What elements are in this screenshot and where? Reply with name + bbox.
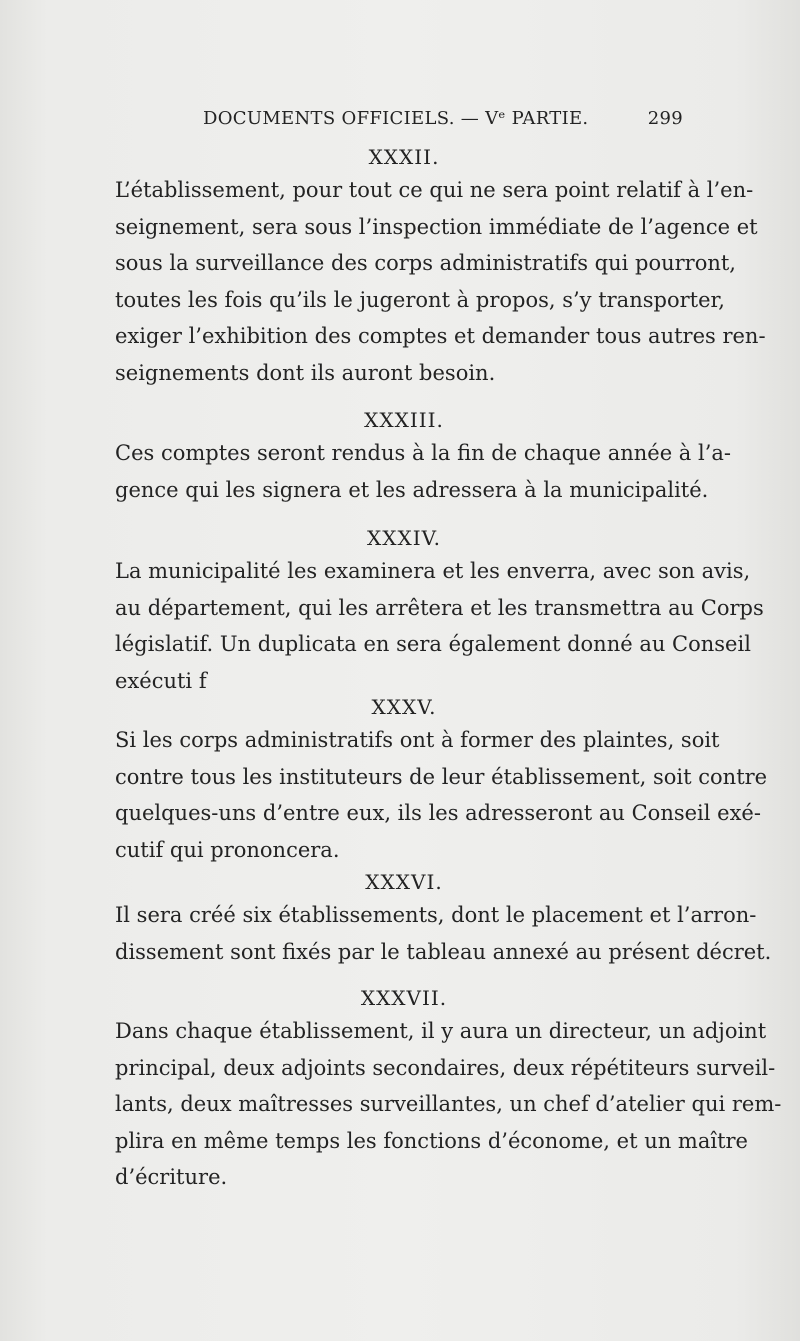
- article-text: [115, 435, 732, 508]
- text-line: quelques-uns d’entre eux, ils les adresseront au Conseil exé-: [115, 801, 761, 825]
- text-line: cutif qui prononcera.: [115, 837, 340, 862]
- text-line: au département, qui les arrêtera et les transmettra au Corps: [115, 595, 764, 620]
- article-text: [115, 172, 766, 391]
- text-line: législatif. Un duplicata en sera également donné au Conseil: [115, 632, 751, 656]
- text-line: Dans chaque établissement, il y aura un directeur, un adjoint: [115, 1019, 767, 1043]
- text-line: La municipalité les examinera et les enverra, avec son avis,: [115, 559, 751, 583]
- article-text: [115, 553, 764, 699]
- text-line: plira en même temps les fonctions d’économe, et un maître: [115, 1128, 748, 1153]
- article-text: [115, 722, 768, 868]
- article-xxxiv: [115, 523, 764, 699]
- text-line: dissement sont fixés par le tableau annexé au présent décret.: [115, 939, 772, 964]
- article-heading: XXXV.: [371, 695, 437, 719]
- text-line: exécuti f: [115, 668, 207, 693]
- text-line: L’établissement, pour tout ce qui ne sera point relatif à l’en-: [115, 178, 754, 202]
- page-number: 299: [647, 108, 683, 129]
- text-line: gence qui les signera et les adressera à la municipalité.: [115, 477, 709, 502]
- text-line: sous la surveillance des corps administratifs qui pourront,: [115, 251, 736, 275]
- article-xxxv: [115, 692, 768, 868]
- article-heading: XXXVI.: [365, 870, 443, 894]
- article-heading: XXXIII.: [364, 408, 444, 432]
- article-text: [115, 1013, 782, 1196]
- text-line: Si les corps administratifs ont à former des plaintes, soit: [115, 728, 720, 752]
- text-line: toutes les fois qu’ils le jugeront à propos, s’y transporter,: [115, 287, 725, 312]
- text-line: contre tous les instituteurs de leur établissement, soit contre: [115, 764, 768, 789]
- article-heading: XXXIV.: [367, 526, 441, 550]
- text-line: exiger l’exhibition des comptes et demander tous autres ren-: [115, 324, 766, 348]
- article-xxxiii: [115, 405, 732, 508]
- text-line: Il sera créé six établissements, dont le placement et l’arron-: [115, 903, 757, 927]
- article-xxxii: [115, 142, 766, 391]
- article-xxxvii: [115, 983, 782, 1196]
- text-line: principal, deux adjoints secondaires, deux répétiteurs surveil-: [115, 1055, 776, 1080]
- text-line: seignement, sera sous l’inspection immédiate de l’agence et: [115, 214, 758, 239]
- text-line: seignements dont ils auront besoin.: [115, 360, 496, 385]
- article-text: [115, 897, 772, 970]
- article-heading: XXXVII.: [360, 986, 448, 1010]
- text-line: d’écriture.: [115, 1165, 228, 1189]
- running-header: [203, 108, 683, 136]
- text-line: Ces comptes seront rendus à la fin de chaque année à l’a-: [115, 441, 732, 465]
- article-xxxvi: [115, 867, 772, 970]
- running-title: DOCUMENTS OFFICIELS. — Vᵉ PARTIE.: [203, 108, 589, 129]
- article-heading: XXXII.: [368, 145, 440, 169]
- text-line: lants, deux maîtresses surveillantes, un chef d’atelier qui rem-: [115, 1092, 782, 1116]
